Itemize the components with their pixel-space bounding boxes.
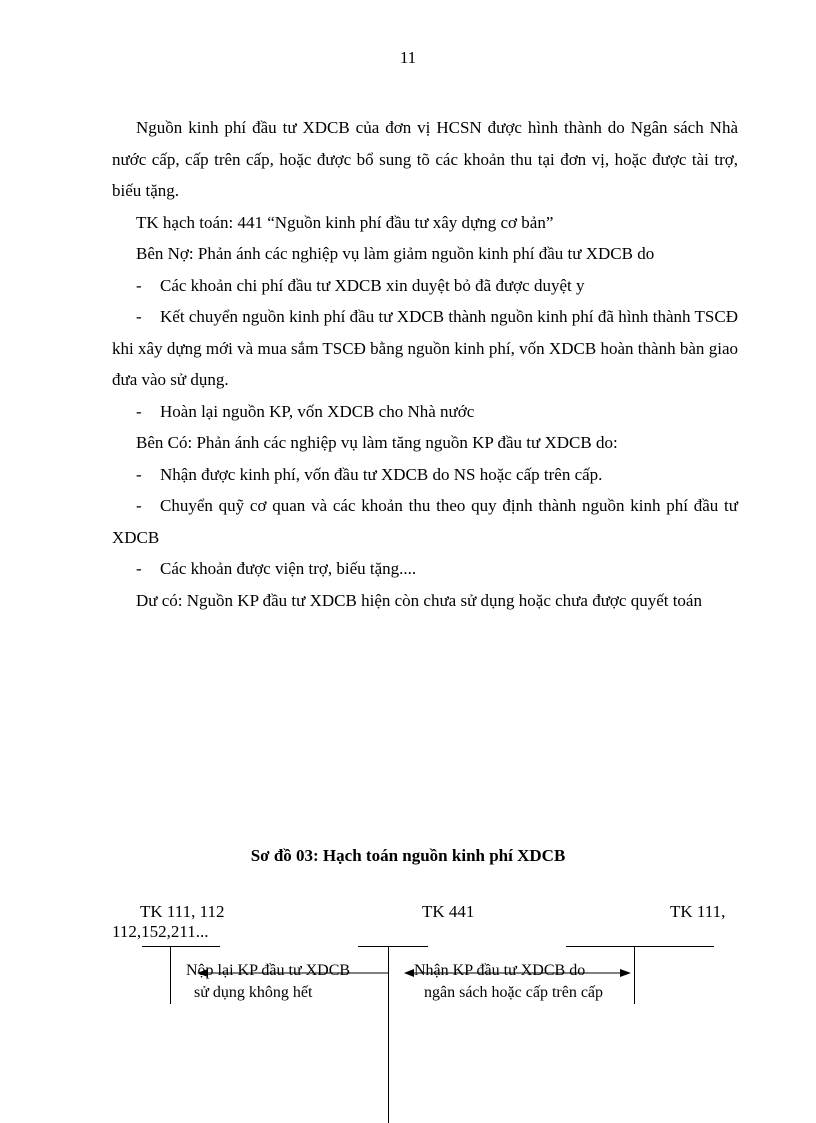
account-center-label: TK 441: [422, 902, 475, 921]
debit-item-text: Các khoản chi phí đầu tư XDCB xin duyệt bỏ đã được duyệt y: [160, 275, 585, 295]
dash-bullet: -: [136, 496, 142, 515]
dash-bullet: -: [136, 307, 142, 326]
account-right-label: TK 111,: [670, 902, 726, 921]
dash-bullet: -: [136, 401, 142, 421]
credit-item-text: Nhận được kinh phí, vốn đầu tư XDCB do NS hoặc cấp trên cấp.: [160, 464, 603, 484]
page-number: 11: [399, 48, 417, 67]
account-left-continued: 112,152,211...: [112, 922, 209, 941]
arrow-from-right-head: [620, 969, 631, 977]
dash-bullet: -: [136, 464, 142, 484]
credit-item-text: Các khoản được viện trợ, biếu tặng....: [160, 559, 417, 578]
entry-right-line1: Nhận KP đầu tư XDCB do: [414, 962, 586, 979]
dash-bullet: -: [136, 275, 142, 295]
account-heading: TK hạch toán: 441 “Nguồn kinh phí đầu tư xây dựng cơ bản”: [136, 212, 554, 232]
account-left-label: TK 111, 112: [140, 902, 225, 921]
intro-paragraph: Nguồn kinh phí đầu tư XDCB của đơn vị HCSN được hình thành do Ngân sách Nhà nước cấp, cấp trên cấp, hoặc được bổ sung tõ các khoản thu tại đơn vị, hoặc được tài trợ, biếu tặng.: [112, 118, 738, 200]
debit-item-text: Kết chuyển nguồn kinh phí đầu tư XDCB thành nguồn kinh phí đã hình thành TSCĐ khi xây dựng mới và mua sắm TSCĐ bằng nguồn kinh phí, vốn XDCB hoàn thành bàn giao đưa vào sử dụng.: [112, 307, 738, 389]
debit-side-heading: Bên Nợ: Phản ánh các nghiệp vụ làm giảm nguồn kinh phí đầu tư XDCB do: [136, 244, 655, 263]
dash-bullet: -: [136, 559, 142, 578]
arrow-to-center-head: [404, 969, 414, 977]
diagram-title: Sơ đồ 03: Hạch toán nguồn kinh phí XDCB: [250, 846, 566, 865]
debit-item-text: Hoàn lại nguồn KP, vốn XDCB cho Nhà nước: [160, 401, 475, 421]
credit-item-text: Chuyển quỹ cơ quan và các khoản thu theo quy định thành nguồn kinh phí đầu tư XDCB: [112, 496, 738, 547]
credit-side-heading: Bên Có: Phản ánh các nghiệp vụ làm tăng nguồn KP đầu tư XDCB do:: [136, 433, 618, 452]
balance-paragraph: Dư có: Nguồn KP đầu tư XDCB hiện còn chưa sử dụng hoặc chưa được quyết toán: [136, 590, 702, 610]
entry-right-line2: ngân sách hoặc cấp trên cấp: [424, 984, 604, 1001]
entry-left-line1: Nộp lại KP đầu tư XDCB: [186, 962, 351, 979]
entry-left-line2: sử dụng không hết: [194, 984, 313, 1001]
